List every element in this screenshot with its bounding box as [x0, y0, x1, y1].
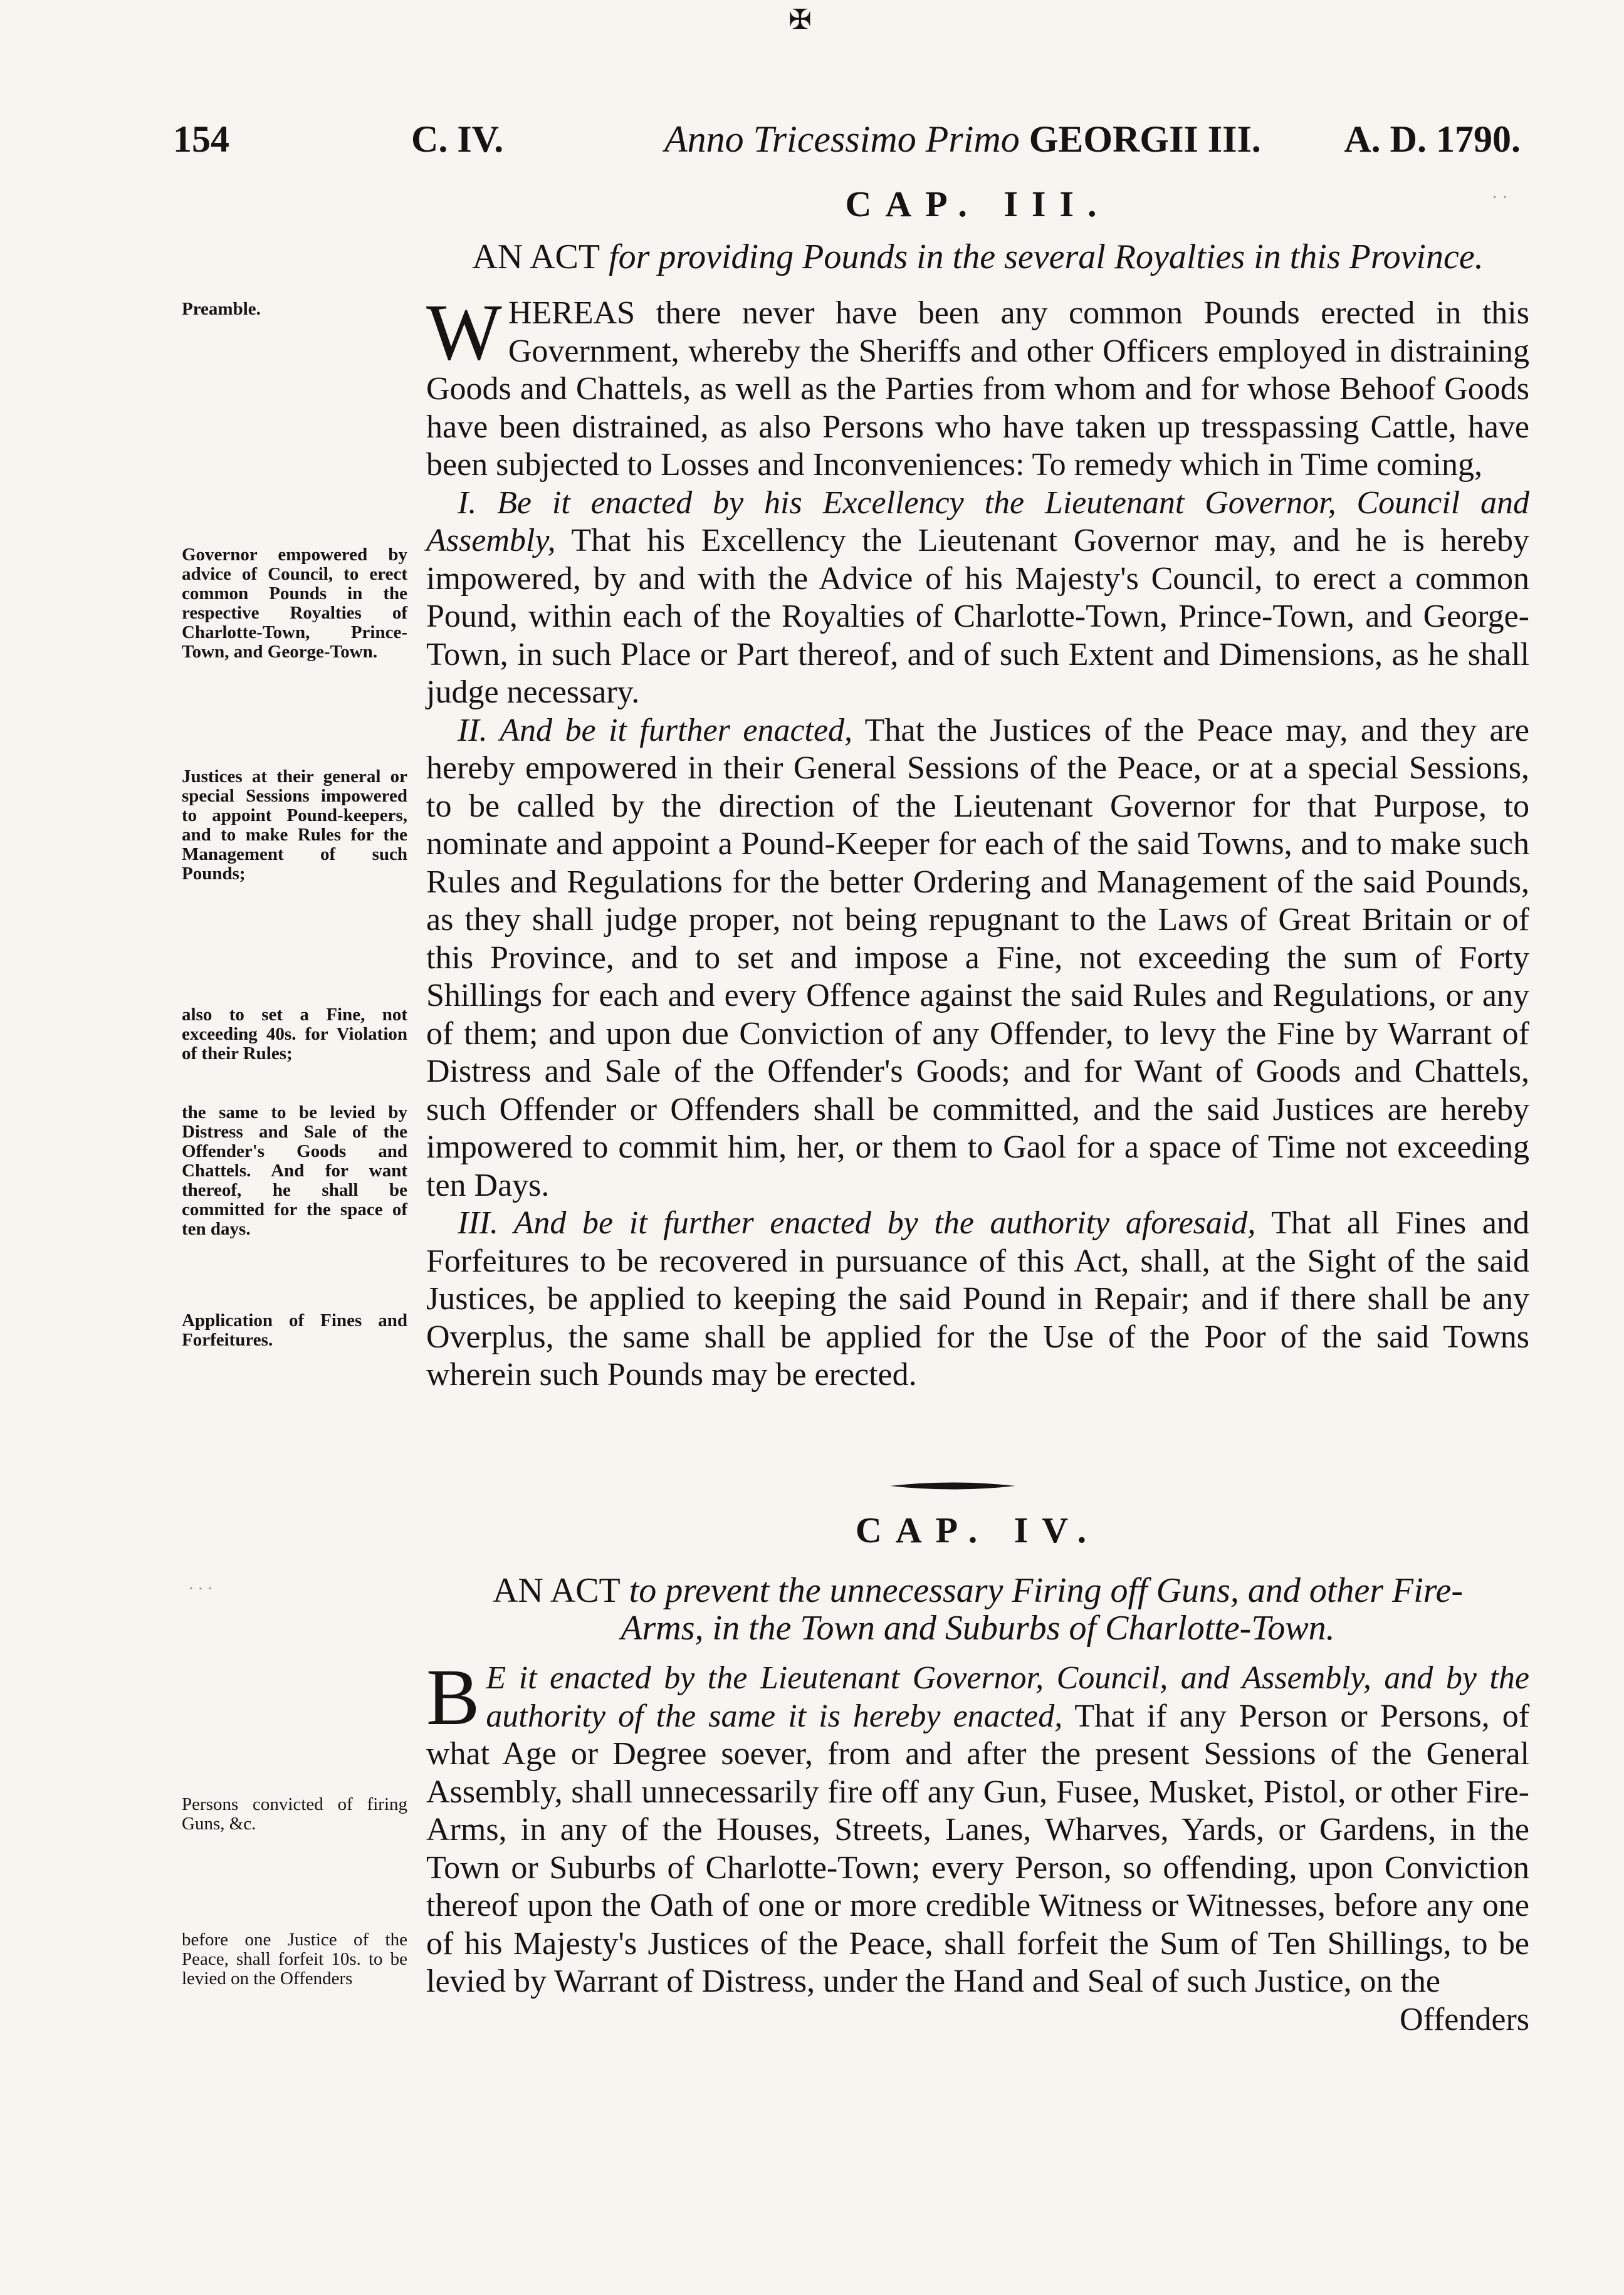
- margin-note-firing: Persons convicted of firing Guns, &c.: [182, 1794, 407, 1834]
- cap4-title-rest: to prevent the unnecessary Firing off Guns, and other Fire-Arms, in the Town and Suburbs of Charlotte-Town.: [621, 1571, 1464, 1648]
- margin-note-justices: Justices at their general or special Sessions impowered to appoint Pound-keepers, and to make Rules for the Management of such Pounds;: [182, 766, 407, 884]
- cap3-title-rest: for providing Pounds in the several Royalties in this Province.: [609, 238, 1484, 276]
- chapter-reference: C. IV.: [411, 118, 504, 160]
- cap3-section-3: [426, 1205, 1529, 1394]
- cap4-title-prefix: AN ACT: [492, 1571, 621, 1610]
- margin-note-preamble: Preamble.: [182, 299, 261, 319]
- cap3-sec2-text: That the Justices of the Peace may, and they are hereby empowered in their General Sessions of the Peace, or at a special Sessions, to be called by the direction of the Lieutenant Governor for that Purpose, to nominate and appoint a Pound-Keeper for each of the said Towns, and to make such Rules and Regulations for the better Ordering and Management of the said Pounds, as they shall judge proper, not being repugnant to the Laws of Great Britain or of this Province, and to set and impose a Fine, not exceeding the sum of Forty Shillings for each and every Offence against the said Rules and Regulations, or any of them; and upon due Conviction of any Offender, to levy the Fine by Warrant of Distress and Sale of the Offender's Goods; and for Want of Goods and Chattels, such Offender or Offenders shall be committed, and the said Justices are hereby impowered to commit him, her, or them to Gaol for a space of Time not exceeding ten Days.: [426, 712, 1529, 1203]
- cap3-sec3-enact: III. And be it further enacted by the authority aforesaid,: [458, 1205, 1256, 1241]
- cap3-title: [426, 238, 1529, 276]
- margin-note-levied: the same to be levied by Distress and Sale of the Offender's Goods and Chattels. And for want thereof, he shall be committed for the space of ten days.: [182, 1102, 407, 1239]
- cap3-sec2-enact: II. And be it further enacted,: [458, 712, 853, 748]
- margin-note-application: Application of Fines and Forfeitures.: [182, 1310, 407, 1350]
- cap3-section-2: [426, 712, 1529, 1205]
- cap4-text: That if any Person or Persons, of what Age or Degree soever, from and after the present Sessions of the General Assembly, shall unnecessarily fire off any Gun, Fusee, Musket, Pistol, or other Fire-Arms, in any of the Houses, Streets, Lanes, Wharves, Yards, or Gardens, in the Town or Suburbs of Charlotte-Town; every Person, so offending, upon Conviction thereof upon the Oath of one or more credible Witness or Witnesses, before any one of his Majesty's Justices of the Peace, shall forfeit the Sum of Ten Shillings, to be levied by Warrant of Distress, under the Hand and Seal of such Justice, on the: [426, 1698, 1530, 1999]
- cap3-preamble-text: HEREAS there never have been any common Pounds erected in this Government, whereby the Sheriffs and other Officers employed in distraining Goods and Chattels, as well as the Parties from whom and for whose Behoof Goods have been distrained, as also Persons who have taken up tresspassing Cattle, have been subjected to Losses and Inconveniences: To remedy which in Time coming,: [426, 295, 1529, 483]
- running-title-italic: Anno Tricessimo Primo: [664, 118, 1020, 160]
- cap3-body: [426, 288, 1530, 1394]
- scan-specks: · ·: [1492, 188, 1508, 207]
- running-title-king: GEORGII III.: [1029, 118, 1261, 160]
- cap3-sec3-text: That all Fines and Forfeitures to be recovered in pursuance of this Act, shall, at the Sight of the said Justices, be applied to keeping the said Pound in Repair; and if there shall be any Overplus, the same shall be applied for the Use of the Poor of the said Towns wherein such Pounds may be erected.: [426, 1205, 1530, 1393]
- cap3-sec1-enact: I. Be it enacted by his Excellency the Lieutenant Governor, Council and Assembly,: [426, 484, 1529, 558]
- cap4-dropcap: B: [426, 1653, 480, 1742]
- cap3-sec1-text: That his Excellency the Lieutenant Governor may, and he is hereby impowered, by and with the Advice of his Majesty's Council, to erect a common Pound, within each of the Royalties of Charlotte-Town, Prince-Town, and George-Town, in such Place or Part thereof, and of such Extent and Dimensions, as he shall judge necessary.: [426, 523, 1530, 710]
- year: A. D. 1790.: [1344, 118, 1521, 160]
- page-number: 154: [173, 118, 229, 160]
- cap4-enact: E it enacted by the Lieutenant Governor, Council, and Assembly, and by the authority of the same it is hereby enacted,: [486, 1660, 1529, 1734]
- cap3-heading: CAP. III.: [845, 184, 1111, 224]
- margin-note-governor: Governor empowered by advice of Council, to erect common Pounds in the respective Royalties of Charlotte-Town, Prince-Town, and George-Town.: [182, 545, 407, 662]
- cap3-preamble: [426, 288, 1529, 484]
- cap3-section-1: [426, 484, 1529, 712]
- cap4-title: [426, 1572, 1529, 1647]
- cap4-body: [426, 1653, 1530, 2039]
- scan-specks: · ∙ ·: [188, 1579, 213, 1599]
- top-ornament: ✠: [788, 4, 812, 35]
- section-divider: [890, 1482, 1015, 1490]
- cap3-title-prefix: AN ACT: [472, 238, 600, 276]
- cap3-dropcap: W: [426, 288, 502, 377]
- cap4-heading: CAP. IV.: [855, 1510, 1101, 1550]
- cap4-section: [426, 1653, 1530, 2001]
- running-title: [664, 118, 1261, 161]
- catchword: Offenders: [1400, 2001, 1529, 2037]
- running-header: [173, 118, 1539, 168]
- margin-note-justice: before one Justice of the Peace, shall forfeit 10s. to be levied on the Offenders: [182, 1930, 407, 1989]
- margin-note-fine: also to set a Fine, not exceeding 40s. for Violation of their Rules;: [182, 1005, 407, 1064]
